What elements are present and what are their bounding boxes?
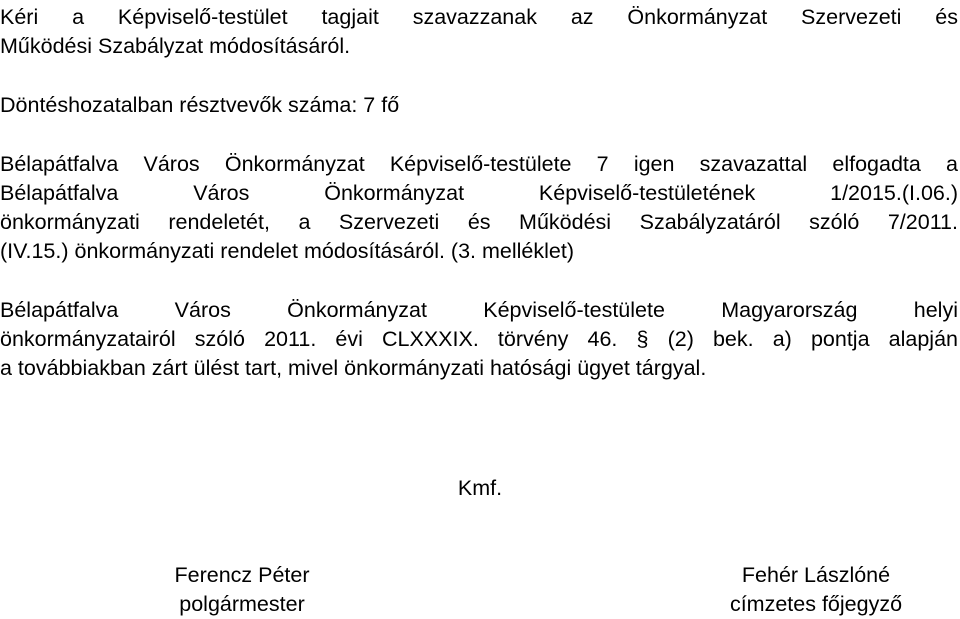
paragraph-line: a továbbiakban zárt ülést tart, mivel önkormányzati hatósági ügyet tárgyal. [0, 356, 707, 380]
paragraph-decision [0, 150, 958, 266]
paragraph-line: Bélapátfalva Város Önkormányzat Képviselő-testületének 1/2015.(I.06.) [0, 181, 958, 205]
signatory-title: polgármester [179, 592, 305, 616]
paragraph-line: Bélapátfalva Város Önkormányzat Képviselő-testülete 7 igen szavazattal elfogadta a [0, 152, 958, 176]
signature-block-notary [686, 561, 946, 619]
paragraph-request [0, 3, 958, 61]
signatory-name: Ferencz Péter [174, 563, 310, 587]
signatory-title: címzetes főjegyző [729, 592, 903, 616]
paragraph-participants [0, 91, 958, 120]
paragraph-line: Bélapátfalva Város Önkormányzat Képviselő-testülete Magyarország helyi [0, 298, 958, 322]
paragraph-line: Kéri a Képviselő-testület tagjait szavazzanak az Önkormányzat Szervezeti és [0, 5, 958, 29]
paragraph-line: önkormányzati rendeletét, a Szervezeti és Működési Szabályzatáról szóló 7/2011. [0, 210, 958, 234]
paragraph-line: Döntéshozatalban résztvevők száma: 7 fő [0, 93, 400, 117]
signature-block-mayor [112, 561, 372, 619]
paragraph-closed-session [0, 296, 958, 383]
paragraph-line: önkormányzatairól szóló 2011. évi CLXXXIX. törvény 46. § (2) bek. a) pontja alapján [0, 327, 958, 351]
kmf-label: Kmf. [457, 476, 503, 500]
paragraph-line: (IV.15.) önkormányzati rendelet módosításáról. (3. melléklet) [0, 239, 574, 263]
paragraph-line: Működési Szabályzat módosításáról. [0, 34, 351, 58]
signatory-name: Fehér Lászlóné [741, 563, 891, 587]
